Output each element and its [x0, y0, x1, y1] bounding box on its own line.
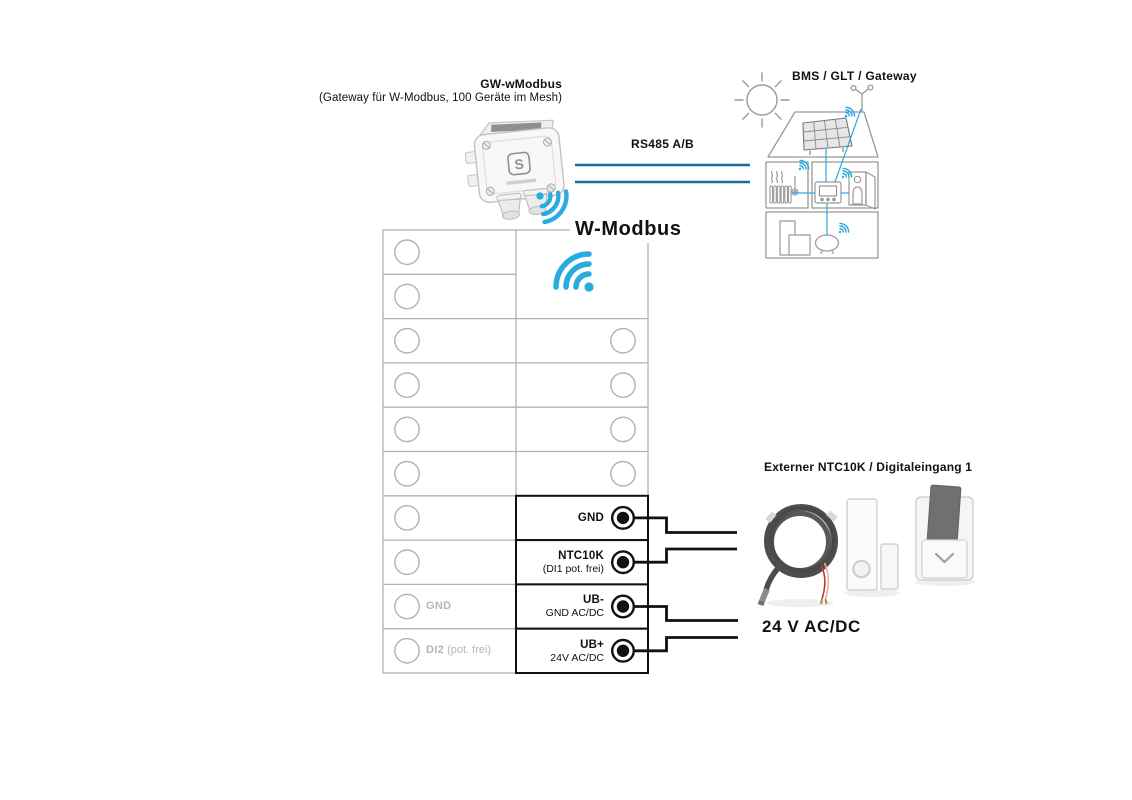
external-devices-title: Externer NTC10K / Digitaleingang 1 [764, 460, 973, 474]
left-label-gnd: GND [426, 600, 452, 612]
ntc-cable-sensor-illustration [761, 507, 838, 607]
terminal-label-ub-plus: UB+ 24V AC/DC [550, 638, 604, 664]
wmodbus-label: W-Modbus [570, 217, 687, 243]
left-label-di2: DI2 (pot. frei) [426, 644, 492, 656]
supply-voltage-label: 24 V AC/DC [762, 617, 861, 636]
thermostat-icon [815, 182, 841, 203]
gateway-device-illustration [462, 116, 567, 223]
key-card-switch-illustration [915, 485, 975, 586]
gateway-subtitle: (Gateway für W-Modbus, 100 Geräte im Mesh) [318, 92, 562, 104]
rs485-bus-lines [575, 165, 750, 182]
bms-label: BMS / GLT / Gateway [792, 69, 917, 83]
gateway-header [250, 77, 562, 105]
device-logo-letter: S [513, 155, 525, 173]
building-illustration [766, 85, 878, 258]
terminal-label-ntc10k: NTC10K (DI1 pot. frei) [542, 549, 604, 575]
sun-icon [735, 73, 789, 127]
gateway-title: GW-wModbus [480, 77, 562, 91]
building-wifi-icon [835, 222, 850, 237]
terminal-label-ub-minus: UB- GND AC/DC [545, 593, 604, 619]
door-person-icon [849, 172, 875, 209]
rs485-label: RS485 A/B [631, 137, 694, 151]
radiator-icon [770, 171, 791, 203]
thermometer-icon [792, 176, 798, 195]
door-contact-illustration [844, 499, 900, 597]
furniture-icon [780, 221, 810, 255]
solar-panel-icon [803, 118, 852, 155]
anemometer-icon [851, 85, 873, 112]
terminal-label-gnd: GND [577, 511, 604, 524]
speaker-icon [816, 235, 839, 254]
